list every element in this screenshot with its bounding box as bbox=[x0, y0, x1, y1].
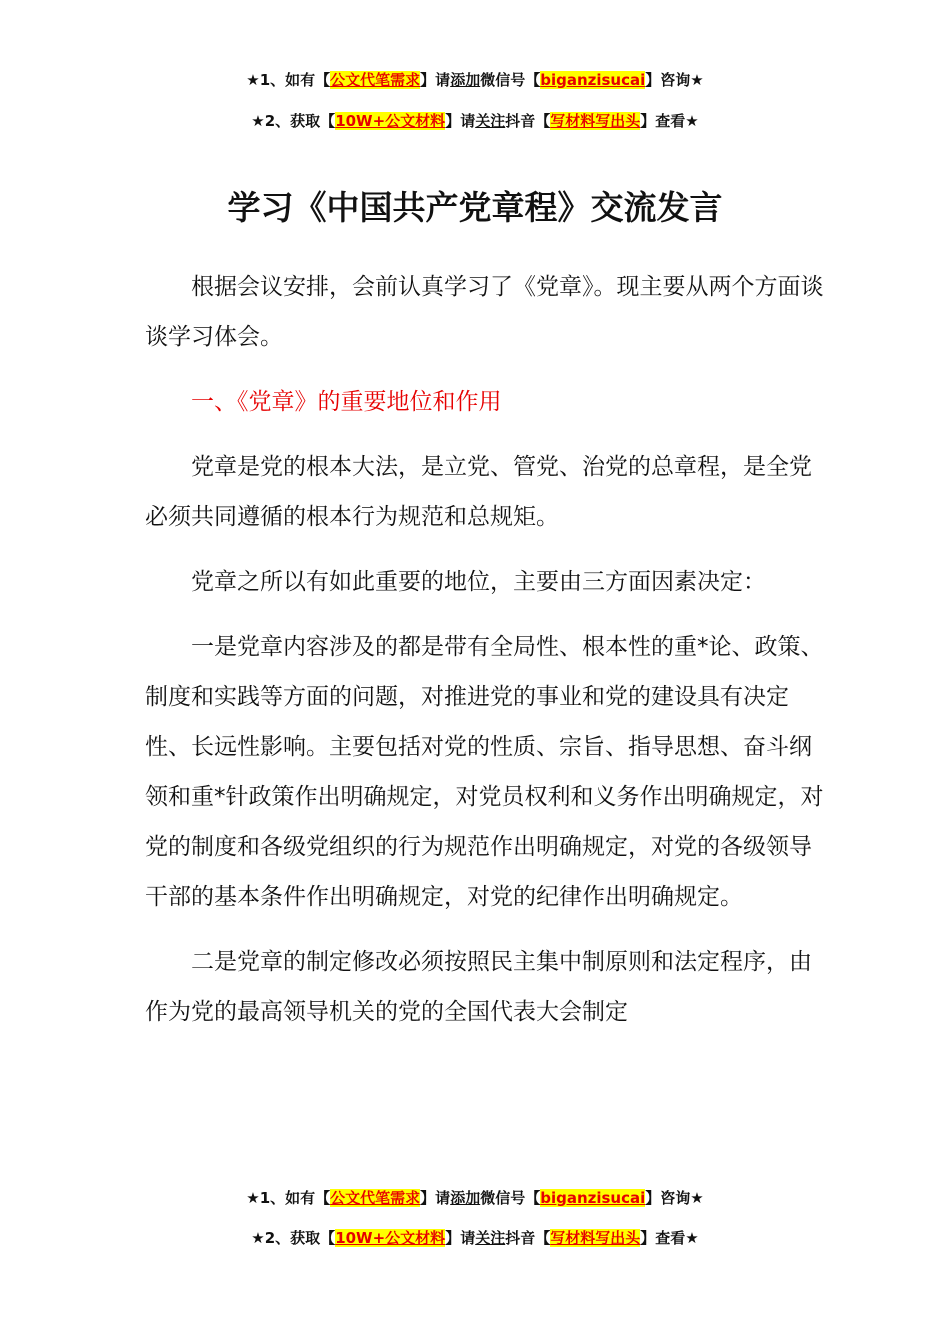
banner-text: 微信号【 bbox=[480, 71, 541, 89]
banner-text: ★2、获取【 bbox=[251, 1229, 336, 1247]
paragraph-intro: 根据会议安排，会前认真学习了《党章》。现主要从两个方面谈谈学习体会。 bbox=[145, 274, 824, 350]
highlight-service: 公文代笔需求 bbox=[330, 1189, 421, 1207]
banner-text: ★2、获取【 bbox=[251, 112, 336, 130]
underlined-action: 关注 bbox=[475, 1229, 506, 1247]
underlined-action: 添加 bbox=[450, 1189, 481, 1207]
paragraph: 一是党章内容涉及的都是带有全局性、根本性的重*论、政策、制度和实践等方面的问题，对推进党的事业和党的建设具有决定性、长远性影响。主要包括对党的性质、宗旨、指导思想、奋斗纲领和重*针政策作出明确规定，对党员权利和义务作出明确规定，对党的制度和各级党组织的行为规范作出明确规定，对党的各级领导干部的基本条件作出明确规定，对党的纪律作出明确规定。 bbox=[145, 634, 824, 910]
banner-text: 】请 bbox=[445, 1229, 476, 1247]
banner-text: ★1、如有【 bbox=[246, 71, 331, 89]
highlight-materials: 10W+公文材料 bbox=[335, 112, 446, 130]
paragraph: 党章是党的根本大法，是立党、管党、治党的总章程，是全党必须共同遵循的根本行为规范和总规矩。 bbox=[145, 454, 812, 530]
section-heading-1: 一、《党章》的重要地位和作用 bbox=[191, 389, 502, 415]
bottom-banner-line-2 bbox=[0, 1227, 950, 1249]
paragraph: 党章之所以有如此重要的地位，主要由三方面因素决定： bbox=[191, 569, 766, 595]
top-banner-line-1 bbox=[0, 69, 950, 91]
banner-text: 】查看★ bbox=[640, 112, 699, 130]
top-banner-line-2 bbox=[0, 110, 950, 132]
highlight-douyin-id: 写材料写出头 bbox=[550, 112, 641, 130]
highlight-materials: 10W+公文材料 bbox=[335, 1229, 446, 1247]
banner-text: 】咨询★ bbox=[645, 1189, 704, 1207]
banner-text: 抖音【 bbox=[505, 112, 551, 130]
banner-text: 】查看★ bbox=[640, 1229, 699, 1247]
highlight-service: 公文代笔需求 bbox=[330, 71, 421, 89]
banner-text: 微信号【 bbox=[480, 1189, 541, 1207]
banner-text: 抖音【 bbox=[505, 1229, 551, 1247]
banner-text: 】请 bbox=[420, 71, 451, 89]
banner-text: 】请 bbox=[420, 1189, 451, 1207]
banner-text: ★1、如有【 bbox=[246, 1189, 331, 1207]
banner-text: 】请 bbox=[445, 112, 476, 130]
document-body bbox=[145, 262, 825, 1052]
paragraph: 二是党章的制定修改必须按照民主集中制原则和法定程序，由作为党的最高领导机关的党的全国代表大会制定 bbox=[145, 949, 812, 1025]
bottom-banner-line-1 bbox=[0, 1187, 950, 1209]
document-title: 学习《中国共产党章程》交流发言 bbox=[227, 188, 723, 227]
highlight-douyin-id: 写材料写出头 bbox=[550, 1229, 641, 1247]
highlight-wechat-id: biganzisucai bbox=[540, 71, 646, 89]
highlight-wechat-id: biganzisucai bbox=[540, 1189, 646, 1207]
banner-text: 】咨询★ bbox=[645, 71, 704, 89]
underlined-action: 添加 bbox=[450, 71, 481, 89]
underlined-action: 关注 bbox=[475, 112, 506, 130]
